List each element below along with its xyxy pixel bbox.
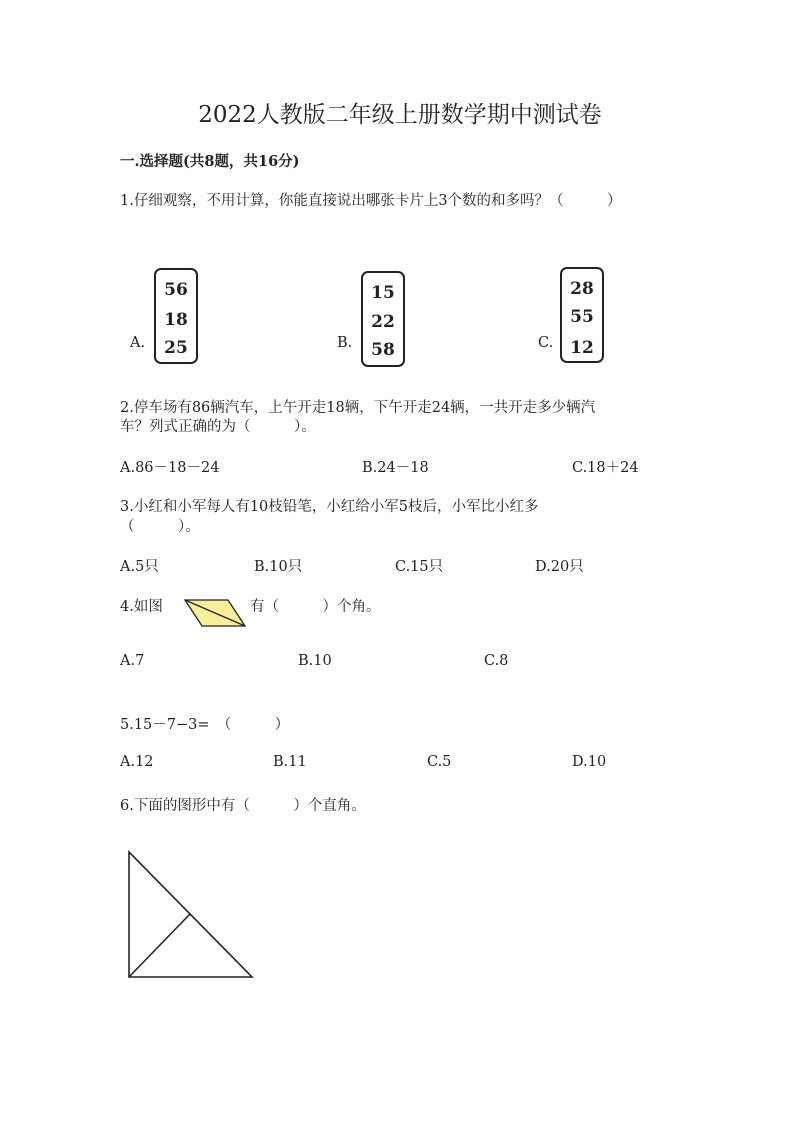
q2-option-c[interactable]: C.18＋24 [572, 460, 639, 476]
page-title: 2022人教版二年级上册数学期中测试卷 [198, 102, 602, 128]
q1-option-a-label: A. [130, 335, 146, 351]
q1-card-a[interactable] [154, 268, 198, 364]
q3-option-d[interactable]: D.20只 [535, 559, 584, 575]
card-number: 56 [164, 280, 188, 300]
q5-option-b[interactable]: B.11 [273, 754, 307, 770]
question-6-text: 6.下面的图形中有（ ）个直角。 [120, 798, 366, 814]
q4-option-a[interactable]: A.7 [120, 653, 145, 669]
card-number: 25 [164, 338, 188, 358]
q1-card-c[interactable] [560, 267, 604, 363]
section-heading: 一.选择题(共8题，共16分) [120, 153, 300, 170]
question-4-suffix: 有（ ）个角。 [250, 599, 381, 615]
card-number: 22 [371, 312, 395, 332]
question-5-text: 5.15－7−3= （ ） [120, 717, 290, 733]
q5-option-c[interactable]: C.5 [427, 754, 452, 770]
q3-option-a[interactable]: A.5只 [120, 559, 159, 575]
question-2-line-1: 2.停车场有86辆汽车，上午开走18辆，下午开走24辆，一共开走多少辆汽 [120, 400, 596, 416]
triangle-inner-line [129, 914, 190, 977]
parallelogram-figure [183, 598, 247, 630]
q3-option-c[interactable]: C.15只 [395, 559, 444, 575]
q2-option-a[interactable]: A.86－18－24 [120, 460, 220, 476]
right-triangle-figure [127, 850, 255, 980]
card-number: 12 [570, 338, 594, 358]
q1-card-b[interactable] [361, 271, 405, 367]
question-3-line-1: 3.小红和小军每人有10枝铅笔，小红给小军5枝后，小军比小红多 [120, 499, 539, 515]
question-1-text: 1.仔细观察，不用计算，你能直接说出哪张卡片上3个数的和多吗？（ ） [120, 193, 622, 209]
q4-option-b[interactable]: B.10 [298, 653, 332, 669]
q1-option-c-label: C. [538, 335, 554, 351]
q1-option-b-label: B. [337, 335, 353, 351]
card-number: 15 [371, 283, 395, 303]
q5-option-a[interactable]: A.12 [120, 754, 154, 770]
card-number: 58 [371, 340, 395, 360]
question-4-prefix: 4.如图 [120, 599, 163, 615]
q2-option-b[interactable]: B.24－18 [362, 460, 429, 476]
q4-option-c[interactable]: C.8 [484, 653, 509, 669]
card-number: 28 [570, 279, 594, 299]
q5-option-d[interactable]: D.10 [572, 754, 607, 770]
card-number: 18 [164, 310, 188, 330]
card-number: 55 [570, 307, 594, 327]
question-2-line-2: 车？列式正确的为（ ）。 [120, 419, 316, 435]
q3-option-b[interactable]: B.10只 [254, 559, 303, 575]
question-3-line-2: （ ）。 [120, 519, 200, 535]
